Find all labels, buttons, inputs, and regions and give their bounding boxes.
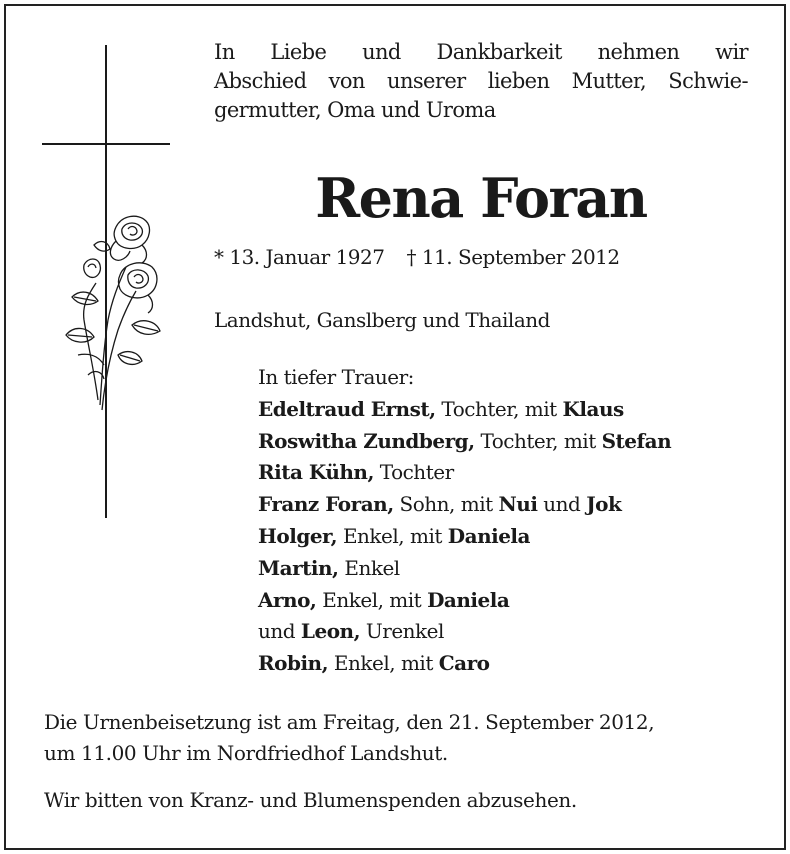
mourner-relation: Enkel bbox=[338, 555, 400, 580]
mourner-row bbox=[258, 457, 671, 489]
mourner-name: Arno, bbox=[258, 587, 317, 612]
intro-line-1: In Liebe und Dankbarkeit nehmen wir bbox=[214, 40, 748, 64]
mourner-name: Rita Kühn, bbox=[258, 460, 374, 485]
intro-line-2: Abschied von unserer lieben Mutter, Schwie- bbox=[214, 69, 748, 93]
mourner-name: Daniela bbox=[427, 587, 510, 612]
mourner-relation: und bbox=[537, 492, 587, 517]
mourner-name: Edeltraud Ernst, bbox=[258, 396, 436, 421]
mourner-relation: Sohn, mit bbox=[393, 492, 499, 517]
cross-horizontal-bar bbox=[42, 143, 170, 145]
mourner-name: Franz Foran, bbox=[258, 492, 394, 517]
mourner-name: Leon, bbox=[300, 619, 361, 644]
deceased-name: Rena Foran bbox=[315, 166, 647, 230]
mourner-name: Martin, bbox=[258, 555, 339, 580]
intro-line-3: germutter, Oma und Uroma bbox=[214, 98, 496, 122]
intro-text bbox=[214, 38, 748, 125]
mourner-relation: und bbox=[258, 619, 301, 644]
mourner-row bbox=[258, 521, 671, 553]
mourner-row bbox=[258, 426, 671, 458]
footer-text bbox=[44, 707, 754, 816]
mourner-name: Klaus bbox=[562, 396, 624, 421]
mourner-name: Nui bbox=[498, 492, 538, 517]
mourner-name: Caro bbox=[438, 651, 490, 676]
mourner-row bbox=[258, 489, 671, 521]
burial-line-2: um 11.00 Uhr im Nordfriedhof Landshut. bbox=[44, 741, 448, 765]
mourner-name: Roswitha Zundberg, bbox=[258, 428, 475, 453]
rose-icon bbox=[58, 205, 168, 420]
mourner-row bbox=[258, 553, 671, 585]
residence-places: Landshut, Ganslberg und Thailand bbox=[214, 308, 550, 332]
mourner-row bbox=[258, 394, 671, 426]
mourner-relation: Urenkel bbox=[360, 619, 444, 644]
mourner-relation: Tochter, mit bbox=[435, 396, 563, 421]
birth-date: * 13. Januar 1927 bbox=[214, 245, 385, 269]
mourner-name: Daniela bbox=[447, 523, 530, 548]
mourner-relation: Enkel, mit bbox=[337, 523, 448, 548]
mourner-name: Robin, bbox=[258, 651, 329, 676]
life-dates bbox=[214, 242, 620, 272]
mourner-relation: Tochter, mit bbox=[474, 428, 602, 453]
death-date: † 11. September 2012 bbox=[406, 245, 620, 269]
mourner-row bbox=[258, 585, 671, 617]
mourner-row bbox=[258, 648, 671, 680]
flower-request: Wir bitten von Kranz- und Blumenspenden abzusehen. bbox=[44, 788, 577, 812]
mourner-relation: Enkel, mit bbox=[328, 651, 439, 676]
mourners-list bbox=[258, 362, 671, 680]
burial-line-1: Die Urnenbeisetzung ist am Freitag, den 21. September 2012, bbox=[44, 710, 655, 734]
mourning-heading: In tiefer Trauer: bbox=[258, 365, 414, 389]
mourner-name: Stefan bbox=[601, 428, 672, 453]
mourner-relation: Tochter bbox=[373, 460, 454, 485]
mourner-name: Holger, bbox=[258, 523, 338, 548]
mourner-name: Jok bbox=[586, 492, 622, 517]
mourner-relation: Enkel, mit bbox=[316, 587, 428, 612]
mourner-row bbox=[258, 616, 671, 648]
